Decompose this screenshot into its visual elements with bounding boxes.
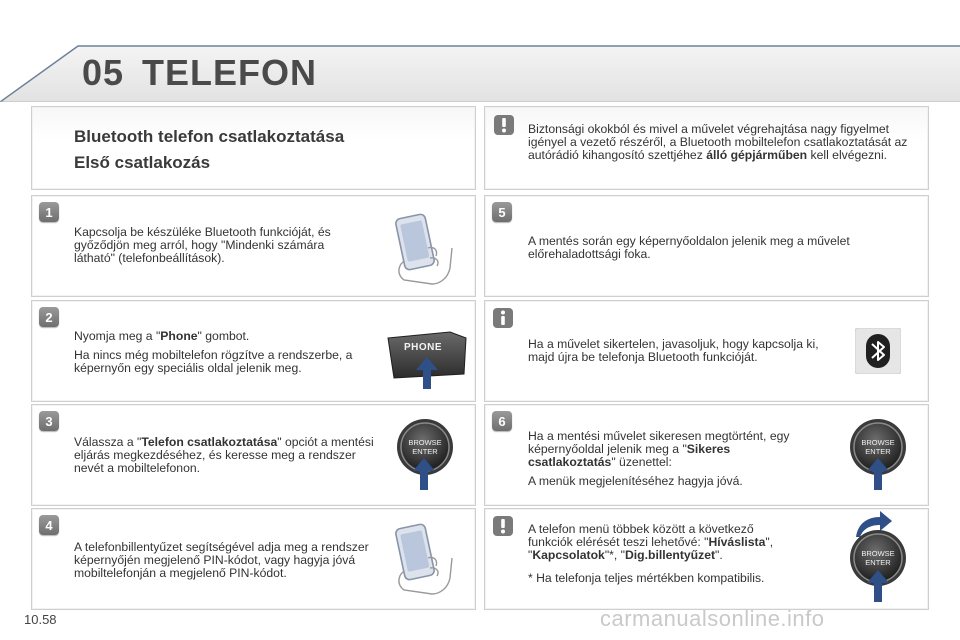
knob-label-2: ENTER	[865, 447, 891, 456]
step-3-badge: 3	[39, 411, 59, 431]
step-3-text-b: " opciót a mentési eljárás megkezdéséhez, és keresse meg a rendszer nevét a mobiltelefonon.	[74, 435, 374, 475]
step-6-text	[528, 430, 790, 494]
section-subtitle: Első csatlakozás	[74, 153, 211, 172]
step-6-badge: 6	[492, 411, 512, 431]
info-icon	[492, 307, 514, 329]
info-paragraph: Ha a művelet sikertelen, javasoljuk, hogy kapcsolja ki, majd újra be telefonja Bluetooth funkcióját.	[528, 337, 819, 364]
safety-text-bold: álló gépjárműben	[706, 148, 808, 162]
safety-text-b: kell elvégezni.	[807, 148, 888, 162]
step-2-text-a: Nyomja meg a "	[74, 329, 161, 343]
smartphone-hand-icon	[388, 208, 458, 286]
section-title-panel	[31, 106, 476, 190]
warn-text-c: "*, "	[604, 548, 625, 562]
safety-text-a: Biztonsági okokból és mivel a művelet végrehajtása nagy figyelmet igényel a vezető részéről, a Bluetooth mobiltelefon csatlakoztatását az autórádió kihangosító szettjéhez	[528, 122, 908, 162]
step-1-text	[74, 226, 364, 271]
knob-label-2: ENTER	[412, 447, 438, 456]
step-3-text-bold: Telefon csatlakoztatása	[141, 435, 278, 449]
step-6-text-bold: Sikeres csatlakoztatás	[528, 442, 731, 469]
warn-text-d: ".	[715, 548, 723, 562]
knob-label-1: BROWSE	[408, 438, 442, 447]
page-number: 10.58	[24, 612, 57, 627]
knob-label-1: BROWSE	[861, 549, 895, 558]
warn-text-b: ", "	[528, 535, 774, 562]
step-2-paragraph-2: Ha nincs még mobiltelefon rögzítve a rendszerbe, a képernyőn egy speciális oldal jelenik meg.	[74, 348, 353, 375]
watermark: carmanualsonline.info	[600, 606, 825, 631]
info-text	[528, 338, 828, 370]
step-6-text-a: Ha a mentési művelet sikeresen megtörtént, egy képernyőoldal jelenik meg a "	[528, 429, 790, 456]
step-5-text	[528, 235, 888, 267]
step-4-badge: 4	[39, 515, 59, 535]
warn-bold-1: Híváslista	[708, 535, 766, 549]
warn-bold-2: Kapcsolatok	[532, 548, 605, 562]
step-6-paragraph-2: A menük megjelenítéséhez hagyja jóvá.	[528, 474, 743, 488]
up-arrow-icon	[415, 357, 439, 389]
warn-bold-3: Dig.billentyűzet	[624, 548, 716, 562]
step-2-text-bold: Phone	[160, 329, 198, 343]
step-2-text	[74, 330, 374, 381]
knob-label-1: BROWSE	[861, 438, 895, 447]
up-arrow-icon	[866, 570, 890, 602]
exclamation-icon	[493, 114, 515, 136]
up-arrow-icon	[866, 458, 890, 490]
section-title: Bluetooth telefon csatlakoztatása	[74, 127, 345, 146]
step-2-badge: 2	[39, 307, 59, 327]
step-6-text-b: " üzenettel:	[611, 455, 672, 469]
phone-button-label: PHONE	[404, 342, 443, 353]
warn-text-a: A telefon menü többek között a következő funkciók elérését teszi lehetővé: "	[528, 522, 754, 549]
safety-note-text	[528, 123, 920, 168]
chapter-title: TELEFON	[142, 52, 317, 93]
step-4-paragraph: A telefonbillentyűzet segítségével adja meg a rendszer képernyőjén megjelenő PIN-kódot, vagy hagyja jóvá mobiltelefonján a megjelenő PIN-kódot.	[74, 540, 369, 580]
menu-warning-text	[528, 523, 798, 591]
up-arrow-icon	[412, 458, 436, 490]
step-1-paragraph: Kapcsolja be készüléke Bluetooth funkcióját, és győződjön meg arról, hogy "Mindenki számára látható" (telefonbeállítások).	[74, 225, 331, 265]
step-5-paragraph: A mentés során egy képernyőoldalon jelenik meg a művelet előrehaladottsági foka.	[528, 234, 850, 261]
step-1-badge: 1	[39, 202, 59, 222]
warn-footnote: * Ha telefonja teljes mértékben kompatibilis.	[528, 571, 765, 585]
bluetooth-icon	[855, 328, 901, 374]
knob-label-2: ENTER	[865, 558, 891, 567]
step-3-text-a: Válassza a "	[74, 435, 142, 449]
step-5-badge: 5	[492, 202, 512, 222]
chapter-number: 05	[82, 52, 125, 93]
smartphone-hand-icon	[388, 518, 458, 596]
exclamation-icon	[492, 515, 514, 537]
step-3-text	[74, 436, 374, 481]
step-4-text	[74, 541, 379, 586]
step-2-text-b: " gombot.	[197, 329, 250, 343]
